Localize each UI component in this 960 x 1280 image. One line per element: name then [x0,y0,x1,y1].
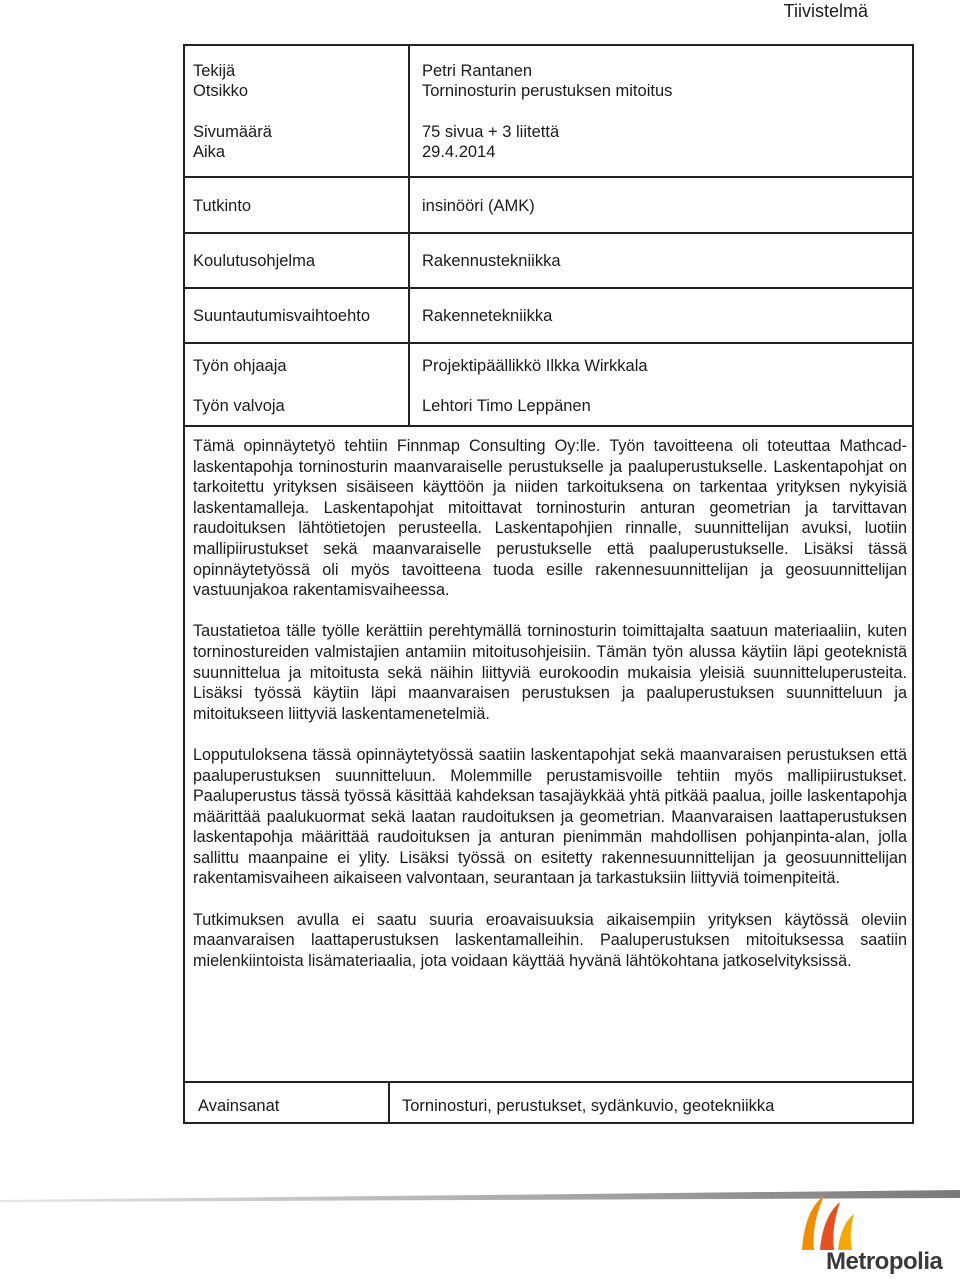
keywords-label: Avainsanat [198,1097,280,1115]
metropolia-logo [790,1192,960,1280]
logo-text: Metropolia [826,1248,943,1275]
supervisor-label: Työn valvoja [193,397,285,415]
date-label: Aika [193,143,226,161]
row-divider [185,176,914,178]
document-type-heading: Tiivistelmä [783,1,868,21]
author-label: Tekijä [193,62,236,80]
abstract-paragraph: Tämä opinnäytetyö tehtiin Finnmap Consulting Oy:lle. Työn tavoitteena oli toteuttaa Mathcad-laskentapohja torninosturin maanvaraiselle perustukselle ja paaluperustukselle. Laskentapohjat on tarkoitettu yrityksen sisäiseen käyttöön ja niiden tarkoituksena on tarkentaa yrityksen nykyisiä laskentamalleja. Laskentapohjat mitoittavat torninosturin anturan geometrian ja tarvittavan raudoituksen lähtötietojen perusteella. Laskentapohjien rinnalle, suunnittelijan avuksi, luotiin mallipiirustukset sekä maanvaraiselle perustukselle että paaluperustukselle. Lisäksi tässä opinnäytetyössä oli myös tavoitteena tuoda esille rakennesuunnittelijan ja geosuunnittelijan vastuunjakoa rakentamisvaiheessa. [193,437,907,600]
row-divider [185,232,914,234]
programme-label: Koulutusohjelma [193,252,315,270]
date-value: 29.4.2014 [422,143,496,161]
degree-label: Tutkinto [193,197,252,215]
specialisation-label: Suuntautumisvaihtoehto [193,307,371,325]
row-divider [185,425,914,427]
instructor-label: Työn ohjaaja [193,357,287,375]
pages-label: Sivumäärä [193,123,272,141]
programme-value: Rakennustekniikka [422,252,561,270]
degree-value: insinööri (AMK) [422,197,535,215]
specialisation-value: Rakennetekniikka [422,307,553,325]
abstract-paragraph: Taustatietoa tälle työlle kerättiin perehtymällä torninosturin toimittajalta saatuun materiaaliin, kuten torninostureiden valmistajien antamiin mitoitusohjeisiin. Tämän työn alussa käytiin läpi geoteknistä suunnittelua ja mitoitusta sekä näihin liittyviä eurokoodin mukaisia yleisiä suunnitteluperusteita. Lisäksi työssä käytiin läpi maanvaraisen perustuksen ja paaluperustuksen suunnitteluun ja mitoitukseen liittyviä laskentamenetelmiä. [193,622,907,723]
row-divider [185,1081,914,1083]
keywords-divider [388,1083,390,1122]
logo-mark-icon [790,1192,960,1252]
abstract-paragraph: Lopputuloksena tässä opinnäytetyössä saatiin laskentapohjat sekä maanvaraisen perustuksen että paaluperustuksen suunnitteluun. Molemmille perustamisvoille tehtiin myös mallipiirustukset. Paaluperustus tässä työssä käsittää kahdeksan tasajäykkää yhtä pitkää paalua, joille laskentapohja määrittää paalukuormat sekä laatan raudoituksen ja geometrian. Maanvaraisen laattaperustuksen laskentapohja määrittää raudoituksen ja anturan pienimmän mahdollisen pohjanpinta-alan, jolla sallittu maanpaine ei ylity. Lisäksi työssä on esitetty rakennesuunnittelijan ja geosuunnittelijan rakentamisvaiheen aikaiseen valvontaan, seurantaan ja tarkastuksiin liittyviä toimenpiteitä. [193,745,907,888]
row-divider [185,287,914,289]
title-value: Torninosturin perustuksen mitoitus [422,82,673,100]
pages-value: 75 sivua + 3 liitettä [422,123,560,141]
supervisor-value: Lehtori Timo Leppänen [422,397,591,415]
abstract-body [193,436,907,992]
column-divider [408,46,410,426]
abstract-paragraph: Tutkimuksen avulla ei saatu suuria eroavaisuuksia aikaisempiin yrityksen käytössä oleviin maanvaraisen laattaperustuksen laskentamalleihin. Paaluperustuksen mitoituksessa saatiin mielenkiintoista lisämateriaalia, jota voidaan käyttää hyvänä lähtökohtana jatkoselvityksissä. [193,910,907,970]
row-divider [185,342,914,344]
author-value: Petri Rantanen [422,62,533,80]
instructor-value: Projektipäällikkö Ilkka Wirkkala [422,357,648,375]
keywords-value: Torninosturi, perustukset, sydänkuvio, geotekniikka [402,1097,775,1115]
title-label: Otsikko [193,82,249,100]
